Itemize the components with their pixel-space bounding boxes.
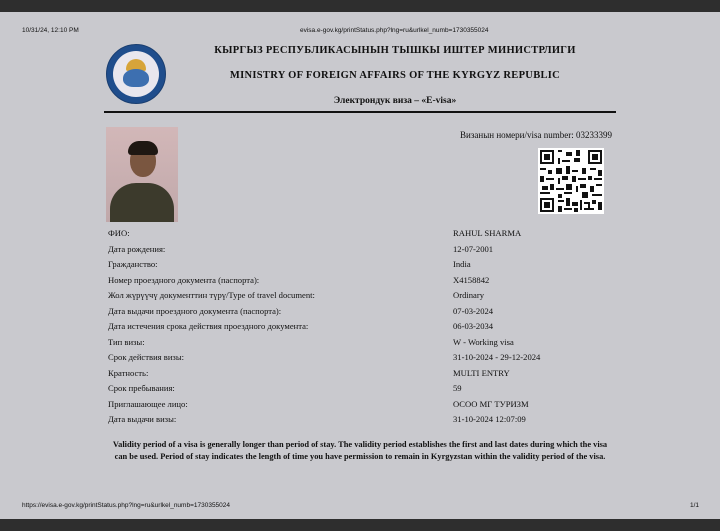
field-label: Дата выдачи визы: — [108, 414, 177, 424]
field-value: 31-10-2024 - 29-12-2024 — [453, 352, 541, 362]
field-value: ОСОО МГ ТУРИЗМ — [453, 398, 529, 409]
kyrgyz-emblem-icon — [106, 44, 166, 104]
footer-url: https://evisa.e-gov.kg/printStatus.php?lng=ru&urlkel_numb=1730355024 — [22, 502, 231, 509]
field-value: 59 — [453, 383, 462, 393]
field-value: RAHUL SHARMA — [453, 228, 522, 238]
field-value: X4158842 — [453, 274, 490, 285]
field-label: Срок действия визы: — [108, 352, 184, 362]
field-value: MULTI ENTRY — [453, 367, 510, 378]
field-label: Дата рождения: — [108, 243, 166, 254]
ministry-title-en: MINISTRY OF FOREIGN AFFAIRS OF THE KYRGYZ REPUBLIC — [229, 70, 561, 81]
field-label: Дата выдачи проездного документа (паспорта): — [108, 305, 282, 316]
visa-number: Визанын номери/visa number: 03233399 — [460, 130, 612, 140]
print-datetime: 10/31/24, 12:10 PM — [22, 27, 79, 34]
field-label: Приглашающее лицо: — [108, 398, 188, 409]
field-value: 06-03-2034 — [453, 321, 494, 331]
validity-note: Validity period of a visa is generally longer than period of stay. The validity period establishes the first and last dates during which the visa can be used. Period of stay indicates the length of time you have permission to remain in Kyrgyzstan within the validity period of the visa. — [112, 440, 608, 461]
field-value: 31-10-2024 12:07:09 — [453, 414, 526, 424]
field-value: 07-03-2024 — [453, 305, 494, 316]
field-label: Жол жүрүүчү документтин түрү/Type of travel document: — [108, 290, 315, 300]
field-label: Номер проездного документа (паспорта): — [108, 274, 260, 285]
field-label: Дата истечения срока действия проездного документа: — [108, 321, 309, 331]
evisa-subtitle: Электрондук виза – «E-visa» — [333, 96, 457, 106]
field-label: Гражданство: — [108, 259, 158, 269]
header-divider — [104, 111, 616, 113]
qr-code-icon — [538, 148, 604, 214]
ministry-title-kg: КЫРГЫЗ РЕСПУБЛИКАСЫНЫН ТЫШКЫ ИШТЕР МИНИСТРЛИГИ — [214, 45, 576, 56]
field-value: W - Working visa — [453, 336, 514, 347]
field-value: 12-07-2001 — [453, 243, 494, 254]
field-label: Срок пребывания: — [108, 383, 175, 393]
field-value: India — [453, 259, 471, 269]
field-value: Ordinary — [453, 290, 485, 300]
field-label: Тип визы: — [108, 336, 145, 347]
page-number: 1/1 — [690, 502, 700, 509]
print-url: evisa.e-gov.kg/printStatus.php?lng=ru&urlkel_numb=1730355024 — [300, 27, 489, 34]
browser-bottom-bar — [0, 519, 720, 531]
field-label: Кратность: — [108, 367, 149, 378]
browser-top-bar — [0, 0, 720, 12]
applicant-photo — [106, 127, 178, 222]
field-label: ФИО: — [108, 228, 130, 238]
